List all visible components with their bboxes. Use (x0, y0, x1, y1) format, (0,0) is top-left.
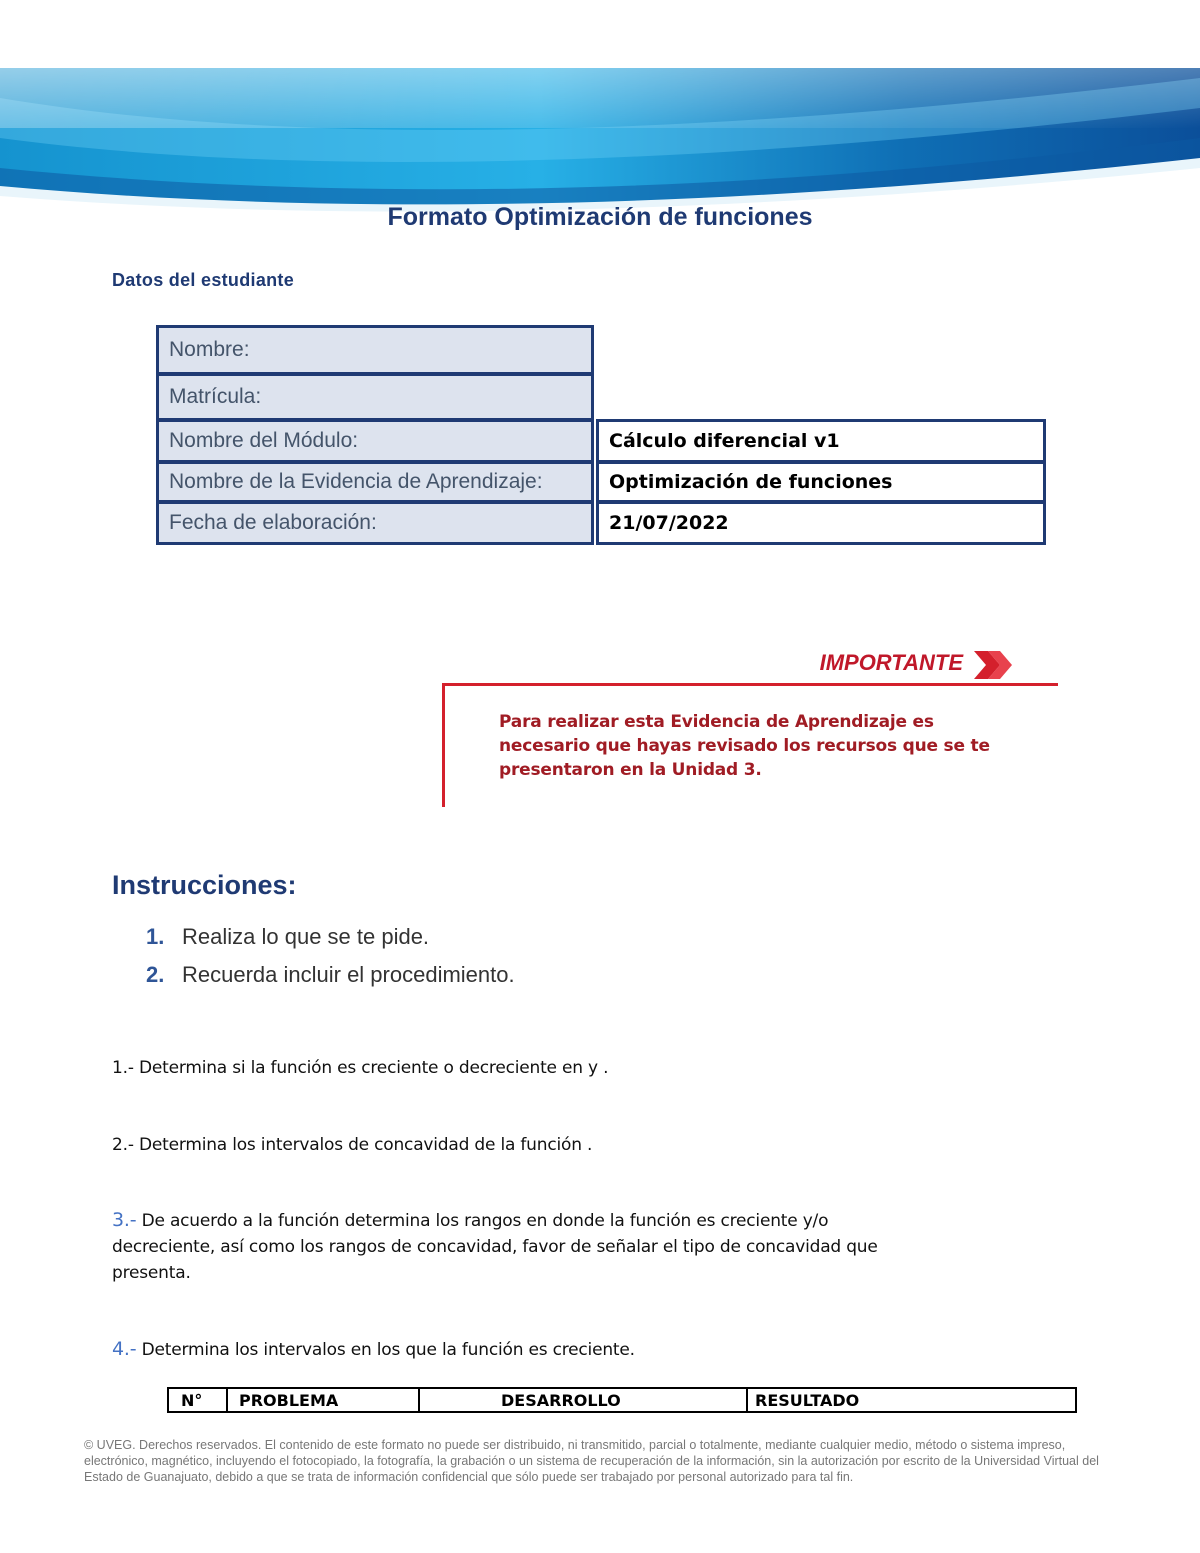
instructions-list (146, 918, 515, 994)
table-header-num: N° (181, 1390, 203, 1410)
problem-number: 2.- (112, 1135, 134, 1155)
important-text: Para realizar esta Evidencia de Aprendizaje es necesario que hayas revisado los recursos que se te presentaron en la Unidad 3. (499, 712, 990, 780)
problem-table-header (167, 1387, 1077, 1413)
instruction-text: Recuerda incluir el procedimiento. (182, 962, 515, 987)
problem-text: Determina los intervalos en los que la función es creciente. (136, 1340, 635, 1360)
table-header-problema: PROBLEMA (239, 1390, 339, 1410)
table-header-resultado: RESULTADO (755, 1390, 860, 1410)
important-left-rule (442, 683, 445, 807)
important-title: IMPORTANTE (819, 650, 963, 675)
header-banner (0, 68, 1200, 214)
instruction-number: 1. (146, 924, 165, 949)
instruction-item (146, 956, 515, 994)
header-banner-graphic (0, 68, 1200, 214)
problem-1 (112, 1055, 608, 1081)
double-chevron-icon (970, 645, 1016, 685)
problem-text: Determina los intervalos de concavidad de la función . (133, 1135, 593, 1155)
student-value-fecha[interactable]: 21/07/2022 (596, 501, 1046, 545)
table-divider (746, 1389, 748, 1411)
problem-4 (112, 1336, 635, 1363)
student-value-evidencia[interactable]: Optimización de funciones (596, 461, 1046, 503)
student-data-heading: Datos del estudiante (112, 270, 295, 290)
instruction-text: Realiza lo que se te pide. (182, 924, 430, 949)
instruction-item (146, 918, 515, 956)
important-top-rule (442, 683, 1058, 686)
student-label-evidencia: Nombre de la Evidencia de Aprendizaje: (156, 461, 594, 503)
footer-copyright: © UVEG. Derechos reservados. El contenido de este formato no puede ser distribuido, ni transmitido, parcial o totalmente, mediante cualquier medio, método o sistema impreso, electrónico, magnético, incluyendo el fotocopiado, la fotografía, la grabación o un sistema de recuperación de la información, sin la autorización por escrito de la Universidad Virtual del Estado de Guanajuato, debido a que se trata de información confidencial que sólo puede ser trabajado por personal autorizado para tal fin. (84, 1438, 1099, 1484)
problem-text: Determina si la función es creciente o decreciente en y . (133, 1058, 609, 1078)
problem-number: 4.- (112, 1338, 137, 1360)
problem-text: De acuerdo a la función determina los rangos en donde la función es creciente y/o decreciente, así como los rangos de concavidad, favor de señalar el tipo de concavidad que presenta. (112, 1211, 878, 1283)
problem-2 (112, 1132, 592, 1158)
problem-number: 3.- (112, 1209, 137, 1231)
problem-number: 1.- (112, 1058, 134, 1078)
document-title: Formato Optimización de funciones (387, 203, 813, 231)
student-label-fecha: Fecha de elaboración: (156, 501, 594, 545)
student-label-nombre: Nombre: (156, 325, 594, 375)
important-notice (442, 645, 1058, 810)
instructions-title: Instrucciones: (112, 870, 297, 900)
instruction-number: 2. (146, 962, 165, 987)
table-divider (418, 1389, 420, 1411)
student-label-matricula: Matrícula: (156, 373, 594, 421)
student-value-modulo[interactable]: Cálculo diferencial v1 (596, 419, 1046, 463)
table-divider (226, 1389, 228, 1411)
table-header-desarrollo: DESARROLLO (501, 1390, 621, 1410)
student-label-modulo: Nombre del Módulo: (156, 419, 594, 463)
problem-3 (112, 1207, 902, 1286)
